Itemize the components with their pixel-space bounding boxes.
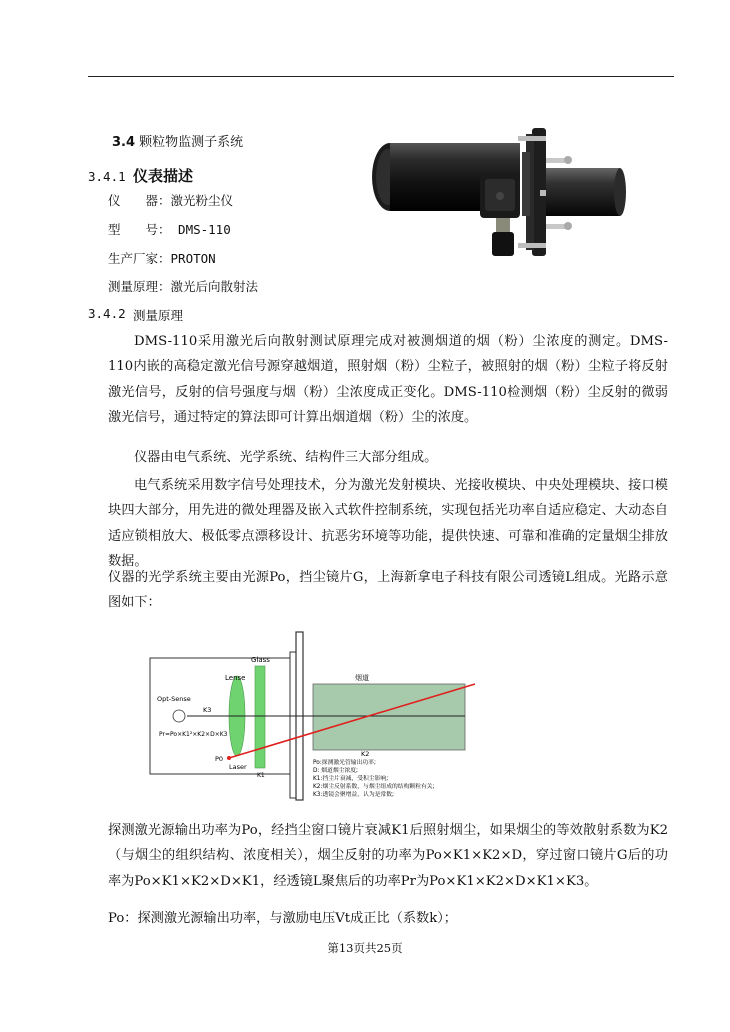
paragraph: DMS-110采用激光后向散射测试原理完成对被测烟道的烟（粉）尘浓度的测定。DMS-110内嵌的高稳定激光信号源穿越烟道，照射烟（粉）尘粒子，被照射的烟（粉）尘粒子将反射激光信号，反射的信号强度与烟（粉）尘浓度成正变化。DMS-110检测烟（粉）尘反射的微弱激光信号，通过特定的算法即可计算出烟道烟（粉）尘的浓度。 <box>108 334 668 425</box>
paragraph: 仪器由电气系统、光学系统、结构件三大部分组成。 <box>134 450 438 465</box>
legend-line: K2:烟尘反射系数，与烟尘组成的结构颗粒有关; <box>313 784 435 790</box>
spec-row <box>108 220 231 238</box>
legend-line: K1:挡尘片衰减，受积尘影响; <box>313 776 389 782</box>
paragraph-composition <box>108 445 668 470</box>
spec-value: DMS-110 <box>170 222 231 237</box>
optical-path-diagram <box>145 628 495 804</box>
spec-value: 激光后向散射法 <box>170 279 259 294</box>
header-rule <box>88 76 674 77</box>
label-k3: K3 <box>203 706 212 714</box>
legend-line: K3:透镜会聚增益，认为是常数; <box>313 792 394 798</box>
paragraph-optical <box>108 565 668 616</box>
label-k2: K2 <box>361 750 370 758</box>
spec-label: 型 号： <box>108 222 171 237</box>
paragraph: 仪器的光学系统主要由光源Po，挡尘镜片G，上海新拿电子科技有限公司透镜L组成。光路示意图如下： <box>108 570 668 611</box>
paragraph-po-definition <box>108 906 668 931</box>
paragraph-power-chain <box>108 818 668 894</box>
label-laser: Laser <box>229 763 247 771</box>
label-opt-sense: Opt-Sense <box>157 695 191 703</box>
spec-label: 测量原理： <box>108 279 171 294</box>
legend-line: D: 烟道烟尘浓度; <box>313 768 358 774</box>
paragraph: Po：探测激光源输出功率，与激励电压Vt成正比（系数k）； <box>108 911 457 926</box>
label-formula: Pr=Po×K1²×K2×D×K3 <box>159 731 228 738</box>
paragraph: 电气系统采用数字信号处理技术，分为激光发射模块、光接收模块、中央处理模块、接口模块四大部分，用先进的微处理器及嵌入式软件控制系统，实现包括光功率自适应稳定、大动态自适应锁相放大、极低零点漂移设计、抗恶劣环境等功能，提供快速、可靠和准确的定量烟尘排放数据。 <box>108 478 668 569</box>
spec-value: 激光粉尘仪 <box>170 193 234 208</box>
paragraph-electrical <box>108 473 668 574</box>
section-number: 3.4 <box>112 135 136 150</box>
sensor-icon <box>173 710 185 722</box>
paragraph-principle <box>108 329 668 430</box>
subsection-number-341: 3.4.1 <box>88 169 126 184</box>
section-title <box>112 131 243 150</box>
label-lense: Lense <box>225 674 246 682</box>
label-po: P0 <box>215 755 224 763</box>
wall-left <box>290 652 296 798</box>
spec-label: 生产厂家： <box>108 251 171 266</box>
paragraph: 探测激光源输出功率为Po，经挡尘窗口镜片衰减K1后照射烟尘，如果烟尘的等效散射系数为K2（与烟尘的组织结构、浓度相关），烟尘反射的功率为Po×K1×K2×D，穿过窗口镜片G后的功率为Po×K1×K2×D×K1，经透镜L聚焦后的功率Pr为Po×K1×K2×D×K1×K3。 <box>108 823 668 889</box>
subsection-title-341: 仪表描述 <box>133 167 194 185</box>
label-k1: K1 <box>257 772 265 779</box>
page-footer: 第13页共25页 <box>327 941 403 955</box>
spec-row <box>108 277 258 295</box>
section-title-text: 颗粒物监测子系统 <box>139 135 244 150</box>
laser-source-icon <box>227 756 231 760</box>
spec-value: PROTON <box>170 251 216 266</box>
spec-row <box>108 191 233 209</box>
label-glass: Glass <box>251 656 270 664</box>
glass-plate <box>255 666 265 768</box>
legend-line: Po:探测激光管输出功率; <box>313 760 376 766</box>
label-flue: 烟道 <box>355 674 369 682</box>
spec-row <box>108 249 216 267</box>
subsection-title-342: 测量原理 <box>133 308 184 323</box>
instrument-photo <box>368 124 630 274</box>
subsection-number-342: 3.4.2 <box>88 306 126 321</box>
spec-label: 仪 器： <box>108 193 171 208</box>
